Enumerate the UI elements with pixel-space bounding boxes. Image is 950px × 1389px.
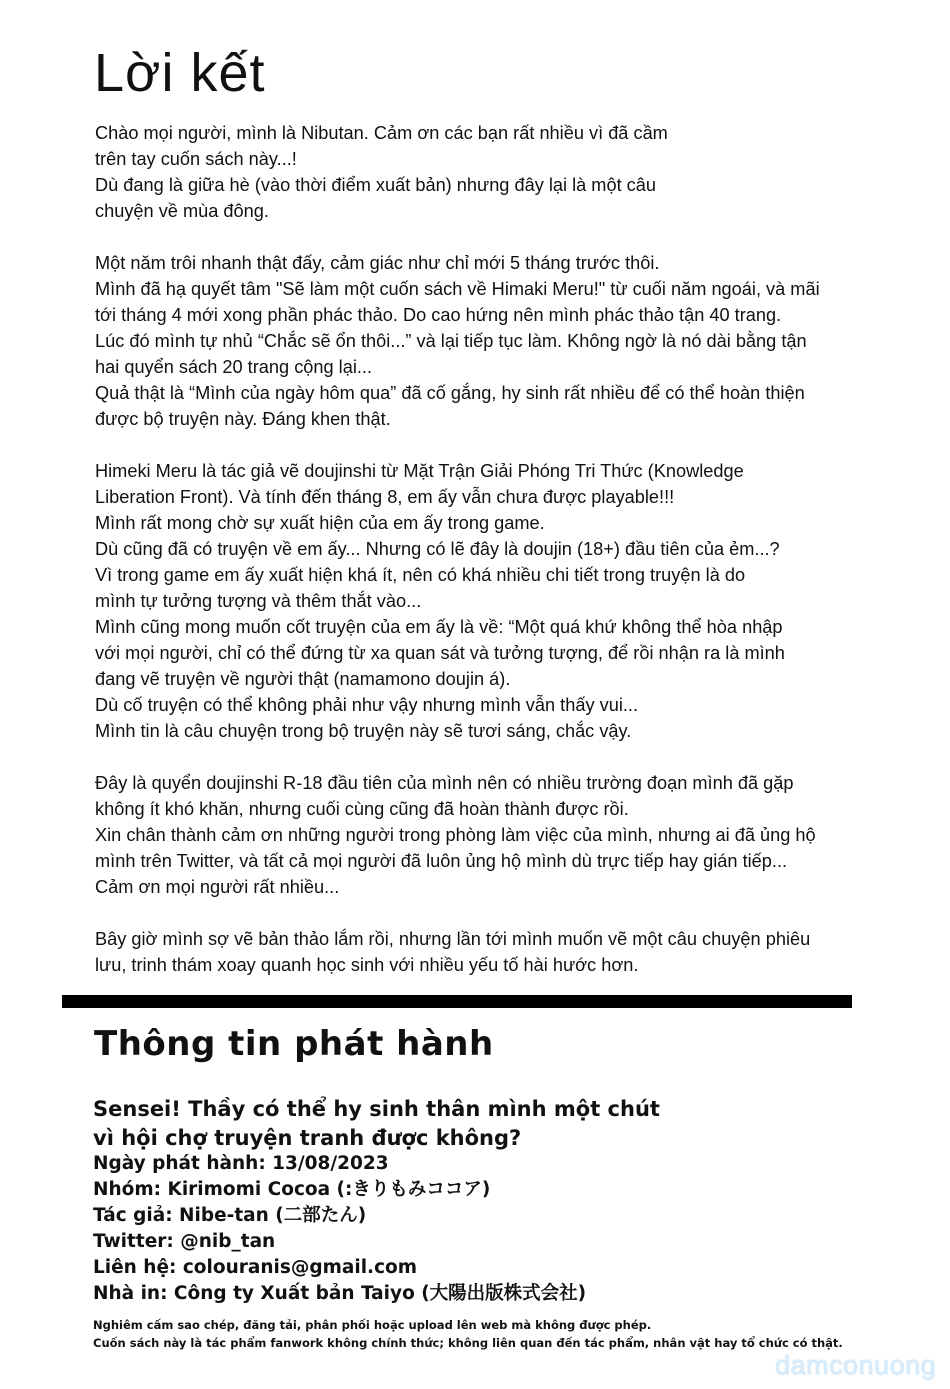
afterword-title: Lời kết xyxy=(94,43,266,103)
afterword-paragraph xyxy=(95,770,875,900)
section-divider xyxy=(62,995,852,1008)
text-line: Dù cố truyện có thể không phải như vậy nhưng mình vẫn thấy vui... xyxy=(95,695,639,715)
copyright-notice xyxy=(93,1316,843,1352)
afterword-body xyxy=(95,120,875,978)
text-line: Một năm trôi nhanh thật đấy, cảm giác như chỉ mới 5 tháng trước thôi. xyxy=(95,253,660,273)
text-line: Cảm ơn mọi người rất nhiều... xyxy=(95,877,340,897)
text-line: Chào mọi người, mình là Nibutan. Cảm ơn các bạn rất nhiều vì đã cầm xyxy=(95,123,668,143)
book-title xyxy=(93,1095,660,1153)
author-name: Tác giả: Nibe-tan (二部たん) xyxy=(93,1205,367,1226)
text-line: Quả thật là “Mình của ngày hôm qua” đã cố gắng, hy sinh rất nhiều để có thể hoàn thiện xyxy=(95,383,805,403)
text-line: Himeki Meru là tác giả vẽ doujinshi từ Mặt Trận Giải Phóng Tri Thức (Knowledge xyxy=(95,461,744,481)
afterword-paragraph xyxy=(95,926,875,978)
text-line: Đây là quyển doujinshi R-18 đầu tiên của mình nên có nhiều trường đoạn mình đã gặp xyxy=(95,773,794,793)
notice-line: Cuốn sách này là tác phẩm fanwork không chính thức; không liên quan đến tác phẩm, nhân vật hay tổ chức có thật. xyxy=(93,1336,843,1350)
text-line: trên tay cuốn sách này...! xyxy=(95,149,297,169)
text-line: Dù đang là giữa hè (vào thời điểm xuất bản) nhưng đây lại là một câu xyxy=(95,175,657,195)
text-line: Liberation Front). Và tính đến tháng 8, em ấy vẫn chưa được playable!!! xyxy=(95,487,675,507)
book-title-line: Sensei! Thầy có thể hy sinh thân mình một chút xyxy=(93,1097,660,1121)
text-line: Dù cũng đã có truyện về em ấy... Nhưng có lẽ đây là doujin (18+) đầu tiên của ẻm...? xyxy=(95,539,780,559)
watermark: damconuong xyxy=(774,1350,936,1380)
text-line: Mình rất mong chờ sự xuất hiện của em ấy trong game. xyxy=(95,513,545,533)
text-line: Xin chân thành cảm ơn những người trong phòng làm việc của mình, nhưng ai đã ủng hộ xyxy=(95,825,816,845)
text-line: tới tháng 4 mới xong phần phác thảo. Do cao hứng nên mình phác thảo tận 40 trang. xyxy=(95,305,782,325)
text-line: đang vẽ truyện về người thật (namamono doujin á). xyxy=(95,669,511,689)
publication-heading: Thông tin phát hành xyxy=(94,1024,494,1064)
text-line: Bây giờ mình sợ vẽ bản thảo lắm rồi, nhưng lần tới mình muốn vẽ một câu chuyện phiêu xyxy=(95,929,811,949)
printer-name: Nhà in: Công ty Xuất bản Taiyo (大陽出版株式会社) xyxy=(93,1283,587,1304)
afterword-paragraph xyxy=(95,250,875,432)
text-line: Mình tin là câu chuyện trong bộ truyện này sẽ tươi sáng, chắc vậy. xyxy=(95,721,632,741)
text-line: chuyện về mùa đông. xyxy=(95,201,269,221)
text-line: không ít khó khăn, nhưng cuối cùng cũng đã hoàn thành được rồi. xyxy=(95,799,629,819)
afterword-paragraph xyxy=(95,120,875,224)
group-name: Nhóm: Kirimomi Cocoa (:きりもみココア) xyxy=(93,1179,491,1200)
text-line: Vì trong game em ấy xuất hiện khá ít, nên có khá nhiều chi tiết trong truyện là do xyxy=(95,565,746,585)
notice-line: Nghiêm cấm sao chép, đăng tải, phân phối hoặc upload lên web mà không được phép. xyxy=(93,1318,652,1332)
twitter-handle: Twitter: @nib_tan xyxy=(93,1231,276,1252)
contact-email: Liên hệ: colouranis@gmail.com xyxy=(93,1257,418,1278)
text-line: Lúc đó mình tự nhủ “Chắc sẽ ổn thôi...” và lại tiếp tục làm. Không ngờ là nó dài bằng tận xyxy=(95,331,807,351)
text-line: lưu, trinh thám xoay quanh học sinh với nhiều yếu tố hài hước hơn. xyxy=(95,955,639,975)
afterword-paragraph xyxy=(95,458,875,744)
text-line: được bộ truyện này. Đáng khen thật. xyxy=(95,409,391,429)
text-line: mình tự tưởng tượng và thêm thắt vào... xyxy=(95,591,422,611)
text-line: mình trên Twitter, và tất cả mọi người đã luôn ủng hộ mình dù trực tiếp hay gián tiếp... xyxy=(95,851,788,871)
publication-info xyxy=(93,1151,586,1307)
text-line: Mình đã hạ quyết tâm "Sẽ làm một cuốn sách về Himaki Meru!" từ cuối năm ngoái, và mãi xyxy=(95,279,820,299)
release-date: Ngày phát hành: 13/08/2023 xyxy=(93,1153,389,1174)
text-line: với mọi người, chỉ có thể đứng từ xa quan sát và tưởng tượng, để rồi nhận ra là mình xyxy=(95,643,785,663)
text-line: Mình cũng mong muốn cốt truyện của em ấy là về: “Một quá khứ không thể hòa nhập xyxy=(95,617,783,637)
text-line: hai quyển sách 20 trang cộng lại... xyxy=(95,357,373,377)
book-title-line: vì hội chợ truyện tranh được không? xyxy=(93,1126,522,1150)
